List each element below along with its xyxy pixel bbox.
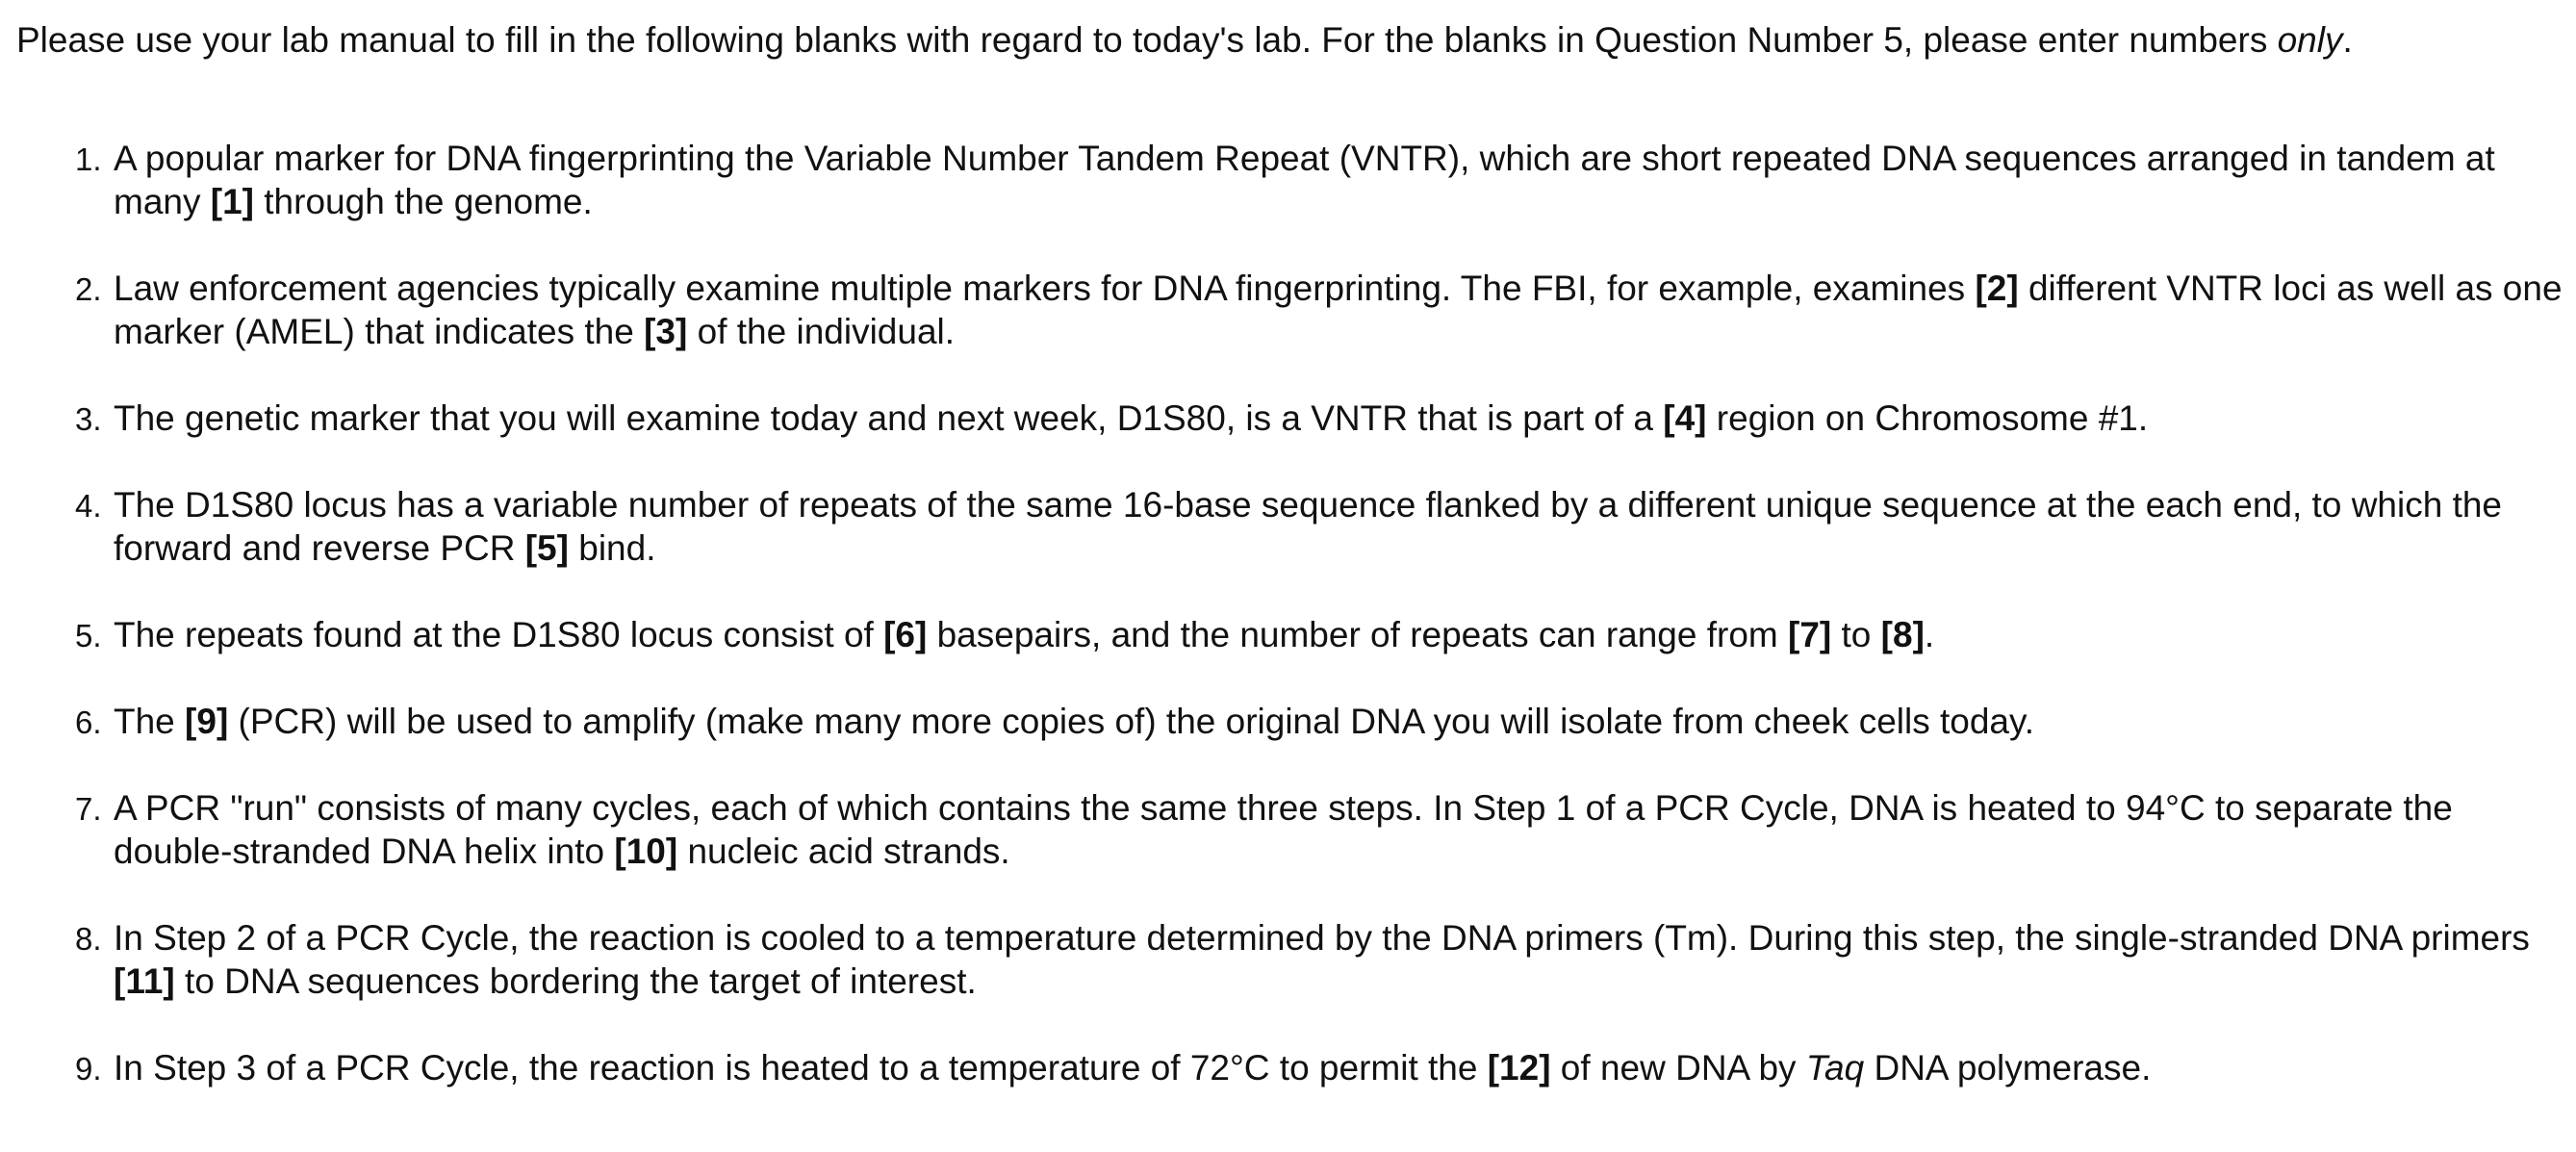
question-text [114,137,2563,223]
blank-label: [6] [883,615,928,654]
question-item [0,916,2576,1003]
question-text-segment: of the individual. [687,312,956,351]
question-text-segment: . [1924,615,1935,654]
question-text-segment: A PCR "run" consists of many cycles, each of which contains the same three steps. In Step 1 of a PCR Cycle, DNA is heated to 94°C to separate the double-stranded DNA helix into [114,788,2453,871]
question-text-segment: through the genome. [254,182,593,221]
question-item [0,700,2576,743]
blank-label: [12] [1487,1048,1551,1088]
question-text-segment: to DNA sequences bordering the target of interest. [174,961,977,1001]
question-text [114,916,2563,1003]
question-item [0,137,2576,223]
blank-label: [9] [185,702,229,741]
question-item [0,786,2576,873]
question-text-segment: In Step 2 of a PCR Cycle, the reaction is cooled to a temperature determined by the DNA primers (Tm). During this step, the single-stranded DNA primers [114,918,2530,958]
question-item [0,613,2576,656]
question-text-segment: The genetic marker that you will examine today and next week, D1S80, is a VNTR that is part of a [114,398,1664,438]
italic-text: Taq [1805,1048,1865,1088]
question-number: 2. [75,271,102,307]
question-text-segment: (PCR) will be used to amplify (make many more copies of) the original DNA you will isolate from cheek cells today. [228,702,2035,741]
blank-label: [11] [114,961,175,1001]
question-text-segment: DNA polymerase. [1864,1048,2152,1088]
question-text-segment: of new DNA by [1550,1048,1806,1088]
question-text-segment: to [1831,615,1881,654]
blank-label: [3] [644,312,688,351]
question-number: 8. [75,921,102,957]
question-number: 9. [75,1051,102,1087]
question-text [114,786,2563,873]
question-text [114,613,2563,656]
question-text-segment: bind. [568,528,656,568]
question-item [0,267,2576,353]
blank-label: [1] [210,182,254,221]
blank-label: [2] [1975,269,2019,308]
question-text [114,483,2563,570]
blank-label: [10] [614,832,678,871]
instructions [16,18,2576,62]
question-text [114,700,2563,743]
blank-label: [5] [524,528,569,568]
question-number: 1. [75,141,102,177]
question-text-segment: The D1S80 locus has a variable number of repeats of the same 16-base sequence flanked by a different unique sequence at the each end, to which the forward and reverse PCR [114,485,2502,568]
question-text-segment: The repeats found at the D1S80 locus consist of [114,615,884,654]
question-text-segment: Law enforcement agencies typically examine multiple markers for DNA fingerprinting. The FBI, for example, examines [114,269,1976,308]
question-number: 3. [75,401,102,437]
blank-label: [7] [1788,615,1832,654]
question-list [0,137,2576,1133]
instructions-end: . [2342,20,2353,60]
question-text-segment: A popular marker for DNA fingerprinting the Variable Number Tandem Repeat (VNTR), which are short repeated DNA sequences arranged in tandem at many [114,139,2495,221]
question-text [114,1046,2563,1089]
question-item [0,1046,2576,1089]
question-number: 5. [75,618,102,653]
question-number: 4. [75,488,102,524]
question-text [114,397,2563,440]
instructions-text: Please use your lab manual to fill in the following blanks with regard to today's lab. For the blanks in Question Number 5, please enter numbers [16,20,2278,60]
question-text-segment: region on Chromosome #1. [1706,398,2149,438]
question-text-segment: In Step 3 of a PCR Cycle, the reaction is heated to a temperature of 72°C to permit the [114,1048,1488,1088]
instructions-emphasis: only [2277,20,2343,60]
question-number: 6. [75,704,102,740]
question-number: 7. [75,791,102,827]
question-item [0,483,2576,570]
question-text-segment: The [114,702,186,741]
blank-label: [4] [1663,398,1707,438]
question-item [0,397,2576,440]
question-text-segment: basepairs, and the number of repeats can range from [927,615,1789,654]
blank-label: [8] [1880,615,1925,654]
question-text-segment: nucleic acid strands. [677,832,1010,871]
question-text [114,267,2563,353]
question-text-segment: different VNTR loci as well as one marker (AMEL) that indicates the [114,269,2563,351]
